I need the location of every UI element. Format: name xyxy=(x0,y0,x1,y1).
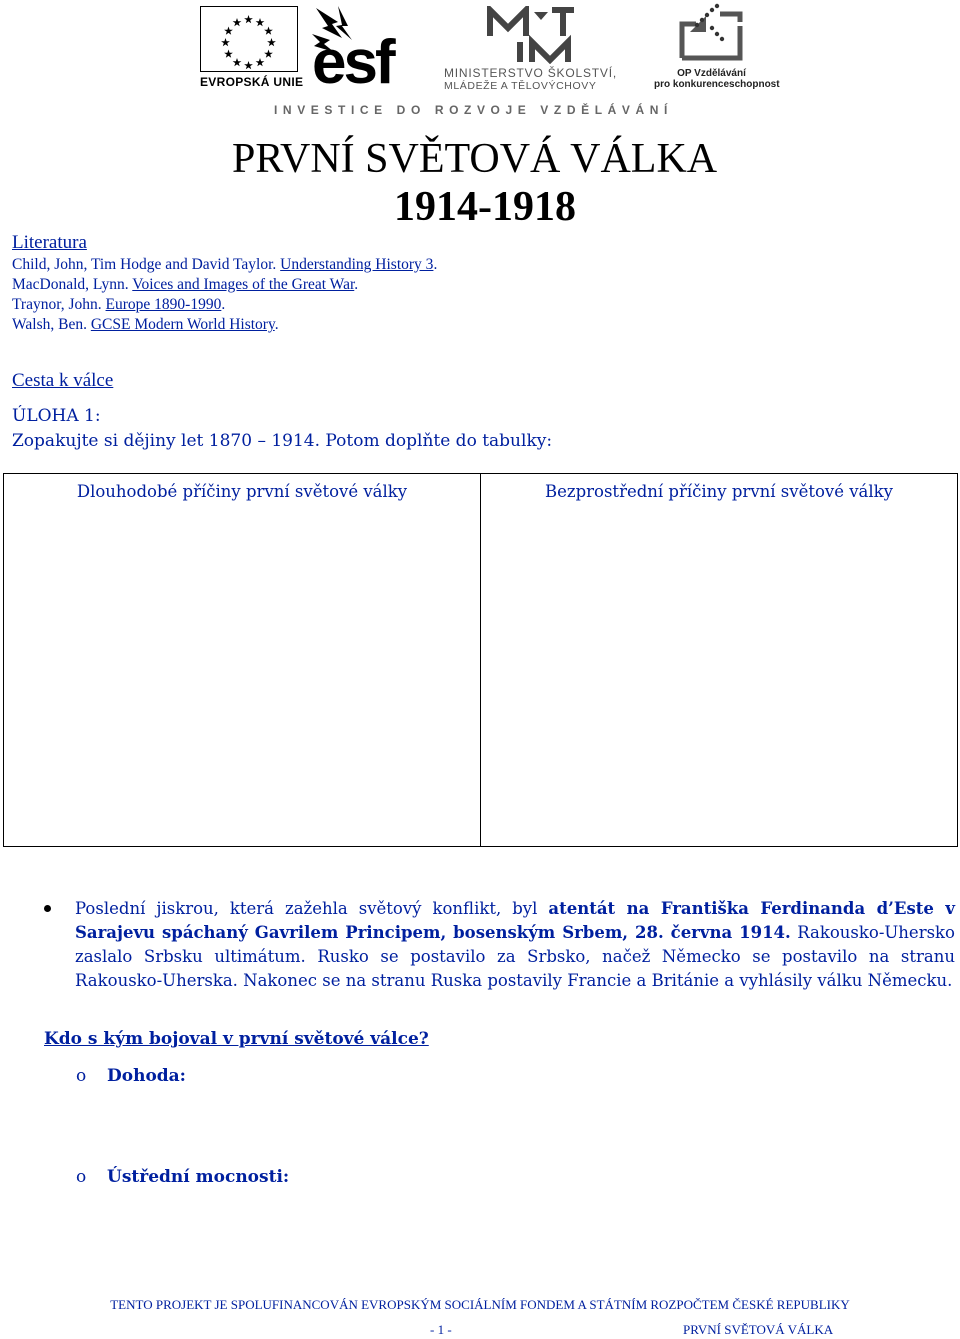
column-header: Bezprostřední příčiny první světové války xyxy=(545,482,893,501)
page-number: - 1 - xyxy=(430,1322,452,1337)
msmt-line2: MLÁDEŽE A TĚLOVÝCHOVY xyxy=(444,80,597,92)
literature-item: Child, John, Tim Hodge and David Taylor. Understanding History 3. xyxy=(12,256,438,273)
emphasis-text: atentát na Františka Ferdinanda d’Este v Sarajevu spáchaný Gavrilem Principem, bosenským Srbem, 28. června 1914. xyxy=(75,899,955,942)
esf-mark: esf xyxy=(312,28,393,97)
task-label: ÚLOHA 1: xyxy=(12,406,101,426)
option-entente-label: Dohoda: xyxy=(107,1066,186,1086)
book-title: Voices and Images of the Great War xyxy=(132,276,355,293)
book-title: Europe 1890-1990 xyxy=(105,296,222,313)
task-instruction: Zopakujte si dějiny let 1870 – 1914. Potom doplňte do tabulky: xyxy=(12,431,553,451)
tagline: INVESTICE DO ROZVOJE VZDĚLÁVÁNÍ xyxy=(274,103,673,117)
literature-list xyxy=(12,255,437,335)
literature-item: MacDonald, Lynn. Voices and Images of the Great War. xyxy=(12,276,359,293)
long-term-causes-cell[interactable] xyxy=(4,474,481,847)
op-logo xyxy=(654,2,780,92)
question-heading: Kdo s kým bojoval v první světové válce? xyxy=(44,1029,429,1049)
msmt-line1: MINISTERSTVO ŠKOLSTVÍ, xyxy=(444,66,617,80)
option-marker-icon: o xyxy=(76,1167,87,1187)
column-header: Dlouhodobé příčiny první světové války xyxy=(76,482,408,501)
msmt-logo xyxy=(444,6,619,90)
op-logo-icon xyxy=(676,2,748,66)
msmt-logo-icon xyxy=(486,6,576,64)
option-central-powers-label: Ústřední mocnosti: xyxy=(107,1167,290,1187)
page-title: PRVNÍ SVĚTOVÁ VÁLKA xyxy=(232,136,718,182)
assassination-paragraph: Poslední jiskrou, která zažehla světový konflikt, byl atentát na Františka Ferdinanda d’Este v Sarajevu spáchaný Gavrilem Principem, bosenským Srbem, 28. června 1914. Rakousko-Uhersko zaslalo Srbsku ultimátum. Rusko se postavilo za Srbsko, načež Německo se postavilo na stranu Rakousko-Uherska. Nakonec se na stranu Ruska postavily Francie a Británie a vyhlásily válku Německu. xyxy=(75,899,955,990)
op-line1: OP Vzdělávání xyxy=(677,68,746,79)
literature-item: Traynor, John. Europe 1890-1990. xyxy=(12,296,226,313)
literature-heading: Literatura xyxy=(12,232,87,253)
eu-logo xyxy=(200,6,304,90)
page-subtitle-years: 1914-1918 xyxy=(394,184,576,230)
eu-label: EVROPSKÁ UNIE xyxy=(200,75,304,89)
immediate-causes-cell[interactable] xyxy=(481,474,958,847)
bullet-icon xyxy=(44,905,51,912)
section-heading: Cesta k válce xyxy=(12,370,114,391)
causes-table xyxy=(3,473,958,847)
book-title: Understanding History 3 xyxy=(280,256,434,273)
op-line2: pro konkurenceschopnost xyxy=(654,79,780,90)
book-title: GCSE Modern World History xyxy=(90,316,275,333)
footer-doc-title: PRVNÍ SVĚTOVÁ VÁLKA xyxy=(683,1322,834,1337)
footer-funding: TENTO PROJEKT JE SPOLUFINANCOVÁN EVROPSKÝM SOCIÁLNÍM FONDEM A STÁTNÍM ROZPOČTEM ČESKÉ REPUBLIKY xyxy=(110,1297,850,1312)
option-marker-icon: o xyxy=(76,1066,87,1086)
eu-flag-icon xyxy=(200,6,298,72)
esf-logo-icon xyxy=(308,4,408,97)
literature-item: Walsh, Ben. GCSE Modern World History. xyxy=(12,316,279,333)
